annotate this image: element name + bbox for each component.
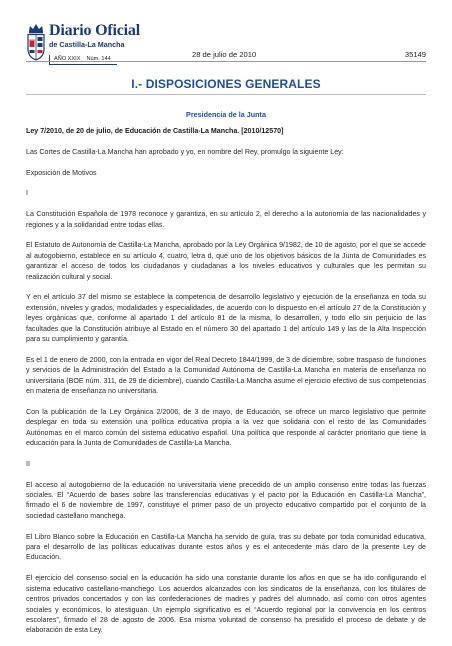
section-divider xyxy=(26,94,426,95)
brand xyxy=(49,23,140,49)
page-number: 35149 xyxy=(404,50,426,59)
paragraph-3: Y en el artículo 37 del mismo se establece la competencia de desarrollo legislativo y ejecución de la enseñanza en toda su extensión, niveles y grados, modalidades y especialidades, de acuerdo con lo dispuesto en el artículo 27 de la Constitución y leyes orgánicas que, conforme al apartado 1 del artículo 81 de la misma, lo desarrollen, y todo ello sin perjuicio de las facultades que la Constitución atribuye al Estado en el número 30 del apartado 1 del artículo 149 y las de la Alta Inspección para su cumplimiento y garantía. xyxy=(26,293,426,344)
year-label: AÑO XXIX xyxy=(54,56,81,62)
brand-title: Diario Oficial xyxy=(49,22,140,39)
organism-heading: Presidencia de la Junta xyxy=(186,110,266,119)
publication-date: 28 de julio de 2010 xyxy=(192,50,257,59)
chapter-heading-2: II xyxy=(26,459,30,468)
coat-of-arms-icon xyxy=(26,22,46,62)
paragraph-2: El Estatuto de Autonomía de Castilla-La Mancha, aprobado por la Ley Orgánica 9/1982, de 10 de agosto, por el que se accede al autogobierno, establece en su artículo 4, cuatro, letra d, que uno de los objetivos básicos de la Junta de Comunidades es garantizar el acceso de todos los ciudadanos y ciudadanas a los niveles educativos y culturales que les permitan su realización cultural y social. xyxy=(26,241,426,281)
paragraph-5: Con la publicación de la Ley Orgánica 2/2006, de 3 de mayo, de Educación, se ofrece un marco legislativo que permite desplegar en toda su extensión una política educativa propia a la vez que solidaria con el resto de las Comunidades Autónomas en el marco común del sistema educativo español. Una política que responde al carácter prioritario que tiene la educación para la Junta de Comunidades de Castilla-La Mancha. xyxy=(26,407,426,448)
paragraph-6: El acceso al autogobierno de la educación no universitaria viene precedido de un amplio consenso entre todas las fuerzas sociales. El “Acuerdo de bases sobre las transferencias educativas y el pacto por la Educación en Castilla-La Mancha”, firmado el 6 de noviembre de 1997, constituye el primer paso de un proyecto educativo compartido por el conjunto de la sociedad castellano manchega. xyxy=(26,480,426,520)
chapter-heading-1: I xyxy=(26,189,28,198)
paragraph-1: La Constitución Española de 1978 reconoce y garantiza, en su artículo 2, el derecho a la autonomía de las nacionalidades y regiones y a la solidaridad entre todas ellas. xyxy=(26,210,426,229)
brand-subtitle: de Castilla-La Mancha xyxy=(49,40,125,49)
promulgation-paragraph: Las Cortes de Castilla-La Mancha han aprobado y yo, en nombre del Rey, promulgo la siguiente Ley: xyxy=(26,147,344,156)
paragraph-7: El Libro Blanco sobre la Educación en Castilla-La Mancha ha servido de guía, tras su debate por toda comunidad educativa, para el desarrollo de las políticas educativas durante estos años y es el antecedente más claro de la presente Ley de Educación. xyxy=(26,532,426,562)
header-divider xyxy=(26,61,426,62)
issue-info xyxy=(49,55,117,65)
motives-heading: Exposición de Motivos xyxy=(26,168,97,177)
law-title: Ley 7/2010, de 20 de julio, de Educación de Castilla-La Mancha. [2010/12570] xyxy=(26,127,284,135)
issue-number: Núm. 144 xyxy=(86,56,111,62)
section-title: I.- DISPOSICIONES GENERALES xyxy=(131,77,321,91)
paragraph-8: El ejercicio del consenso social en la educación ha sido una constante durante los años en que se ha ido configurando el sistema educativo castellano-manchego. Los acuerdos alcanzados con los sindicatos de la enseñanza, con los titulares de centros privados concertados y con las confederaciones de madres y padres del alumnado, así como con otros agentes sociales y económicos, lo atestiguan. Un ejemplo significativo es el “Acuerdo regional por la convivencia en los centros escolares”, firmado el 28 de agosto de 2006. Esa misma voluntad de consenso ha presidido el proceso de debate y de elaboración de esta Ley. xyxy=(26,574,426,635)
paragraph-4: Es el 1 de enero de 2000, con la entrada en vigor del Real Decreto 1844/1999, de 3 de diciembre, sobre traspaso de funciones y servicios de la Administración del Estado a la Comunidad Autónoma de Castilla-La Mancha en materia de enseñanza no universitaria (BOE núm. 311, de 29 de diciembre), cuando Castilla-La Mancha asume el ejercicio efectivo de sus competencias en materia de enseñanza no universitaria. xyxy=(26,355,426,396)
document-body xyxy=(26,126,426,646)
